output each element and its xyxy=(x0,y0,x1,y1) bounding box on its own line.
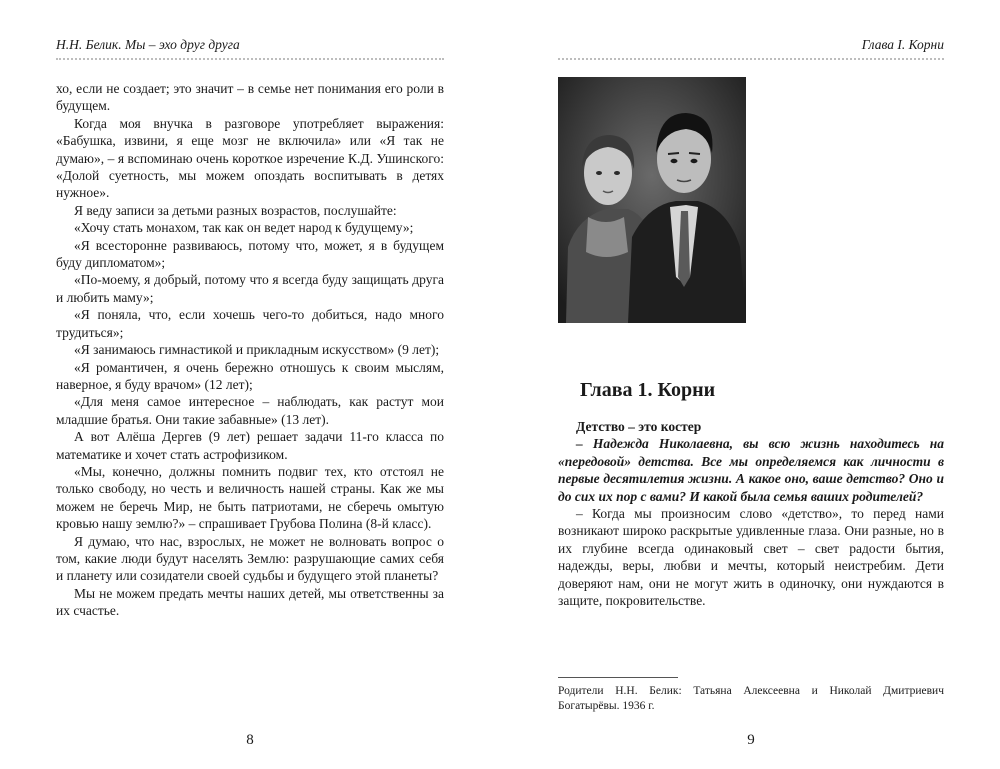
paragraph: А вот Алёша Дергев (9 лет) решает задачи 11-го класса по математике и хочет стать астрофизиком. xyxy=(56,429,444,462)
paragraph: Когда моя внучка в разговоре употребляет выражения: «Бабушка, извини, я еще мозг не включила» или «Я так не думаю», – я вспоминаю очень короткое изречение К.Д. Ушинского: «Долой суетность, мы можем опоздать воспитывать в детях нужное». xyxy=(56,115,444,201)
paragraph: Мы не можем предать мечты наших детей, мы ответственны за их счастье. xyxy=(56,585,444,619)
portrait-photo-icon xyxy=(558,77,746,323)
paragraph: «Для меня самое интересное – наблюдать, как растут мои младшие братья. Они такие забавные» (13 лет). xyxy=(56,394,444,427)
chapter-title: Глава 1. Корни xyxy=(580,379,716,401)
paragraph: «Я романтичен, я очень бережно отношусь к своим мыслям, наверное, я буду врачом» (12 лет); xyxy=(56,359,444,392)
interview-question: – Надежда Николаевна, вы всю жизнь находитесь на «передовой» детства. Все мы определяемся как личности в первые десятилетия жизни. А какое оно, ваше детство? Оно и до сих их пор с вами? И какой была семья ваших родителей? xyxy=(558,436,944,504)
paragraph: «По-моему, я добрый, потому что я всегда буду защищать друга и любить маму»; xyxy=(56,272,444,305)
paragraph: «Я поняла, что, если хочешь чего-то добиться, надо много трудиться»; xyxy=(56,307,444,340)
footnote-divider xyxy=(558,677,678,678)
right-page xyxy=(558,0,944,769)
paragraph: хо, если не создает; это значит – в семье нет понимания его роли в будущем. xyxy=(56,81,444,114)
paragraph: Я думаю, что нас, взрослых, не может не волновать вопрос о том, какие люди будут населять Землю: разрушающие самих себя и планету или созидатели своей судьбы и будущего этой планеты? xyxy=(56,533,444,584)
paragraph: «Я занимаюсь гимнастикой и прикладным искусством» (9 лет); xyxy=(74,342,440,358)
right-page-number: 9 xyxy=(747,732,755,748)
paragraph: Я веду записи за детьми разных возрастов, послушайте: xyxy=(74,202,397,218)
left-running-header: Н.Н. Белик. Мы – эхо друг друга xyxy=(56,36,444,60)
left-page-number: 8 xyxy=(246,732,254,748)
paragraph: «Хочу стать монахом, так как он ведет народ к будущему»; xyxy=(74,220,414,236)
right-running-header: Глава I. Корни xyxy=(558,36,944,60)
left-body-text xyxy=(56,80,444,620)
left-page xyxy=(56,0,444,769)
photo-caption-footnote: Родители Н.Н. Белик: Татьяна Алексеевна и Николай Дмитриевич Богатырёвы. 1936 г. xyxy=(558,685,944,712)
paragraph: «Я всесторонне развиваюсь, потому что, может, я в будущем буду дипломатом»; xyxy=(56,237,444,271)
section-title: Детство – это костер xyxy=(576,419,702,434)
chapter-body xyxy=(558,418,944,609)
paragraph: «Мы, конечно, должны помнить подвиг тех, кто отстоял не только свободу, но честь и величность нашей страны. Как же мы можем не беречь Мир, не быть патриотами, не сберечь омытую кровью нашу землю?» – спрашивает Грубова Полина (8-й класс). xyxy=(56,463,444,532)
interview-answer: – Когда мы произносим слово «детство», то перед нами возникают широко раскрытые удивленные глаза. Они разные, но в их глубине всегда одинаковый свет – свет радости бытия, надежды, веры, любви и мечты, который неистребим. Дети доверяют нам, они не могут жить в одиночку, они нуждаются в защите, покровительстве. xyxy=(558,506,944,609)
